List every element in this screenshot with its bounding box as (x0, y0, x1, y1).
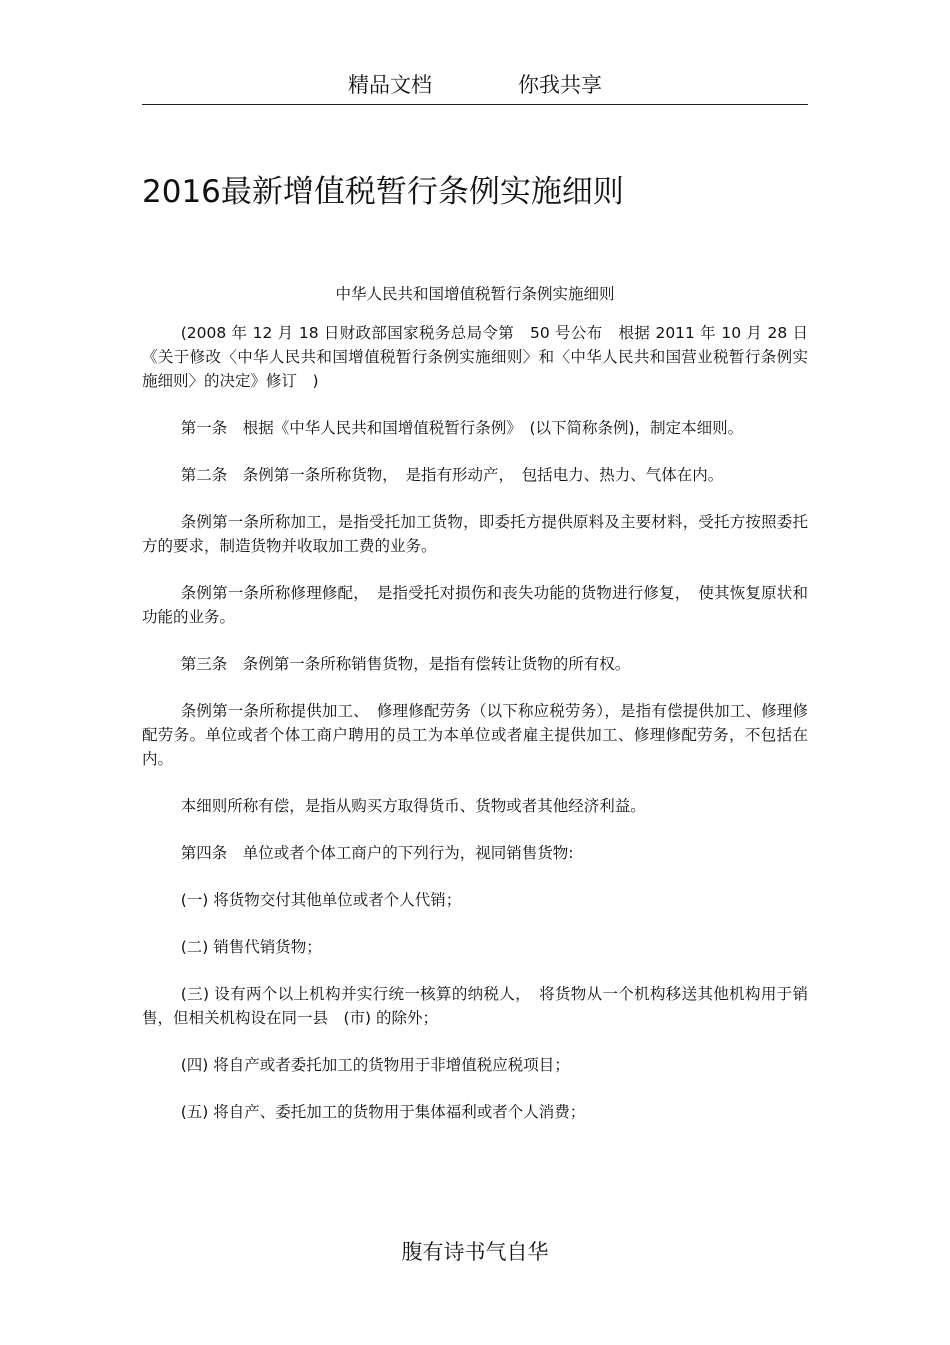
paragraph: 条例第一条所称加工，是指受托加工货物，即委托方提供原料及主要材料，受托方按照委托方的要求，制造货物并收取加工费的业务。 (142, 513, 808, 555)
paragraph: 第二条 条例第一条所称货物， 是指有形动产， 包括电力、热力、气体在内。 (180, 466, 724, 484)
paragraph: 条例第一条所称修理修配， 是指受托对损伤和丧失功能的货物进行修复， 使其恢复原状和功能的业务。 (142, 584, 808, 626)
header-left-text: 精品文档 (348, 73, 432, 97)
document-title: 2016最新增值税暂行条例实施细则 (142, 174, 624, 210)
paragraph: 条例第一条所称提供加工、 修理修配劳务（以下称应税劳务），是指有偿提供加工、修理修配劳务。单位或者个体工商户聘用的员工为本单位或者雇主提供加工、修理修配劳务，不包括在内。 (142, 702, 808, 768)
paragraph: 第四条 单位或者个体工商户的下列行为，视同销售货物: (180, 844, 574, 862)
list-item: (一) 将货物交付其他单位或者个人代销； (180, 891, 462, 909)
paragraph: 第三条 条例第一条所称销售货物，是指有偿转让货物的所有权。 (180, 655, 631, 673)
document-body (142, 282, 808, 1147)
list-item: (三) 设有两个以上机构并实行统一核算的纳税人， 将货物从一个机构移送其他机构用于销售，但相关机构设在同一县 (市) 的除外； (142, 985, 808, 1027)
paragraph: (2008 年 12 月 18 日财政部国家税务总局令第 50 号公布 根据 2011 年 10 月 28 日《关于修改〈中华人民共和国增值税暂行条例实施细则〉和〈中华人民共和国营业税暂行条例实施细则〉的决定》修订 ) (142, 324, 808, 390)
list-item: (四) 将自产或者委托加工的货物用于非增值税应税项目； (180, 1056, 570, 1074)
page-header (142, 70, 808, 105)
regulation-heading: 中华人民共和国增值税暂行条例实施细则 (335, 285, 615, 303)
list-item: (二) 销售代销货物； (180, 938, 322, 956)
list-item: (五) 将自产、委托加工的货物用于集体福利或者个人消费； (180, 1103, 586, 1121)
header-right-text: 你我共享 (518, 73, 602, 97)
paragraph: 第一条 根据《中华人民共和国增值税暂行条例》 (以下简称条例)，制定本细则。 (180, 419, 744, 437)
paragraph: 本细则所称有偿，是指从购买方取得货币、货物或者其他经济利益。 (180, 797, 646, 815)
page-footer: 腹有诗书气自华 (401, 1240, 549, 1264)
